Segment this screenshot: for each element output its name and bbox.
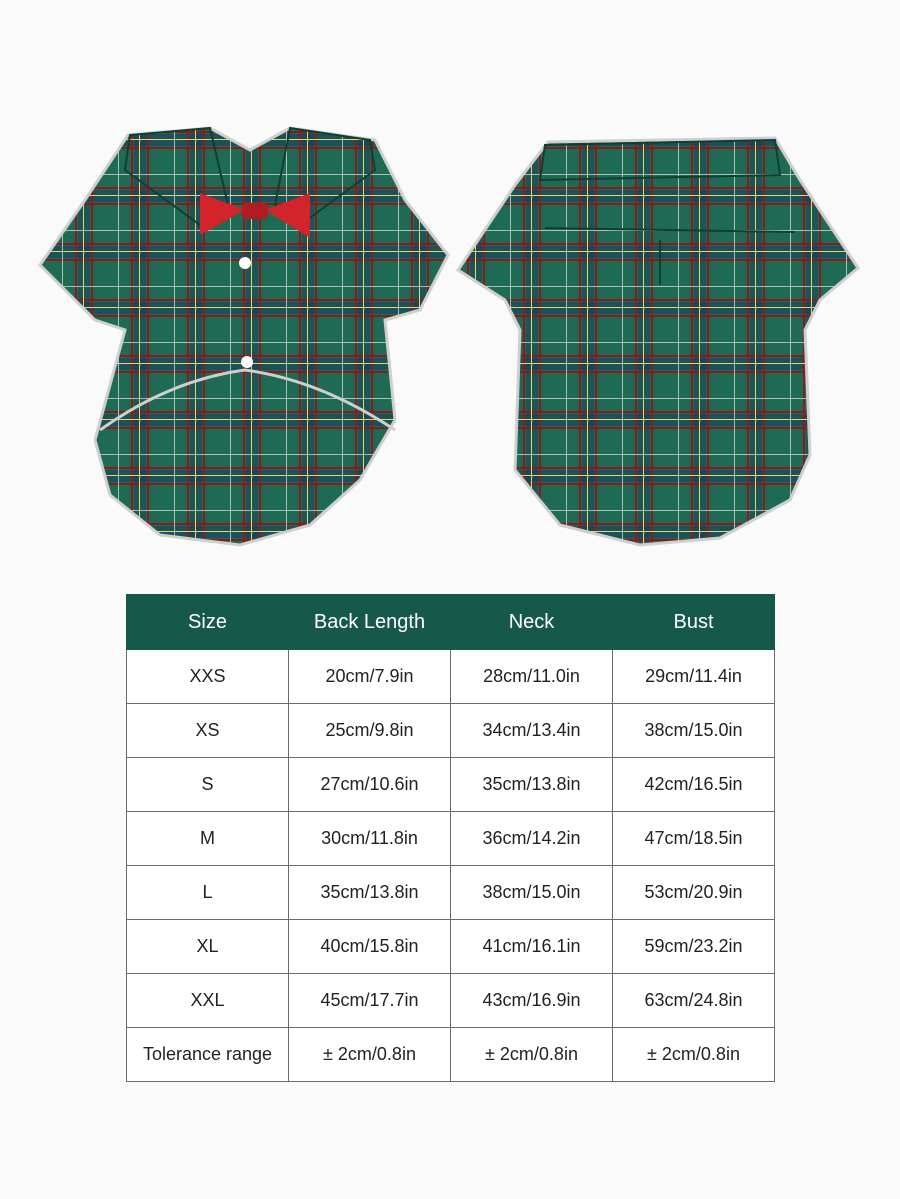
cell-neck: 35cm/13.8in: [451, 758, 613, 812]
cell-size: L: [127, 866, 289, 920]
table-row: [127, 758, 775, 812]
cell-neck: 36cm/14.2in: [451, 812, 613, 866]
back-shirt-image: [458, 138, 858, 545]
cell-back-length: 27cm/10.6in: [289, 758, 451, 812]
table-row: [127, 812, 775, 866]
cell-bust: 42cm/16.5in: [613, 758, 775, 812]
cell-neck: 43cm/16.9in: [451, 974, 613, 1028]
cell-bust: 47cm/18.5in: [613, 812, 775, 866]
cell-bust: 53cm/20.9in: [613, 866, 775, 920]
product-photos-svg: [0, 0, 900, 580]
cell-back-length: 20cm/7.9in: [289, 650, 451, 704]
cell-neck: 34cm/13.4in: [451, 704, 613, 758]
cell-bust: 29cm/11.4in: [613, 650, 775, 704]
cell-back-length: 30cm/11.8in: [289, 812, 451, 866]
cell-neck: 38cm/15.0in: [451, 866, 613, 920]
cell-bust: 63cm/24.8in: [613, 974, 775, 1028]
cell-size: XXL: [127, 974, 289, 1028]
cell-size: S: [127, 758, 289, 812]
cell-size: M: [127, 812, 289, 866]
cell-back-length: 45cm/17.7in: [289, 974, 451, 1028]
cell-neck: 28cm/11.0in: [451, 650, 613, 704]
cell-size: XXS: [127, 650, 289, 704]
table-row: [127, 1028, 775, 1082]
cell-neck: 41cm/16.1in: [451, 920, 613, 974]
cell-back-length: 40cm/15.8in: [289, 920, 451, 974]
header-size: Size: [127, 595, 289, 650]
cell-back-length: 25cm/9.8in: [289, 704, 451, 758]
header-bust: Bust: [613, 595, 775, 650]
table-row: [127, 920, 775, 974]
cell-neck: ± 2cm/0.8in: [451, 1028, 613, 1082]
cell-size: Tolerance range: [127, 1028, 289, 1082]
cell-back-length: ± 2cm/0.8in: [289, 1028, 451, 1082]
header-neck: Neck: [451, 595, 613, 650]
size-chart-table: [126, 594, 775, 1082]
cell-size: XS: [127, 704, 289, 758]
button-icon: [241, 356, 253, 368]
table-row: [127, 704, 775, 758]
cell-size: XL: [127, 920, 289, 974]
cell-bust: 59cm/23.2in: [613, 920, 775, 974]
cell-back-length: 35cm/13.8in: [289, 866, 451, 920]
header-back-length: Back Length: [289, 595, 451, 650]
table-row: [127, 974, 775, 1028]
product-photos: [0, 0, 900, 580]
front-shirt-image: [40, 128, 448, 545]
table-row: [127, 650, 775, 704]
cell-bust: ± 2cm/0.8in: [613, 1028, 775, 1082]
button-icon: [239, 257, 251, 269]
cell-bust: 38cm/15.0in: [613, 704, 775, 758]
table-header-row: [127, 595, 775, 650]
table-row: [127, 866, 775, 920]
